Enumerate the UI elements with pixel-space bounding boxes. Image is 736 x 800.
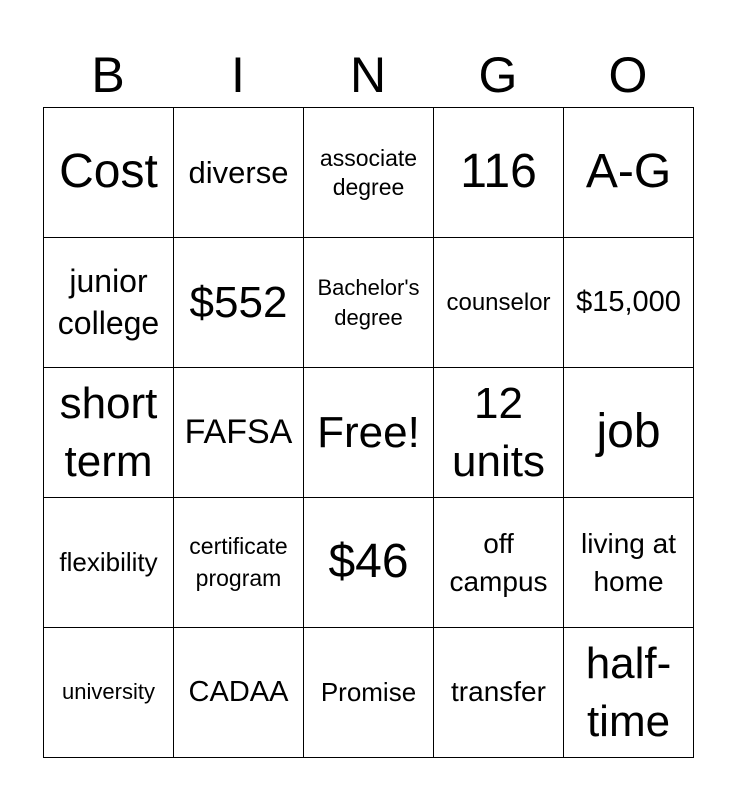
cell-text: Cost (59, 145, 158, 199)
header-letter-i: I (231, 47, 245, 103)
cell-text: $46 (328, 535, 409, 589)
bingo-cell-i5[interactable] (174, 628, 304, 758)
bingo-cell-n5[interactable] (304, 628, 434, 758)
cell-text: half-time (585, 639, 672, 746)
cell-text: diverse (188, 154, 289, 190)
cell-text: living at home (581, 527, 676, 597)
bingo-cell-o3[interactable] (564, 368, 694, 498)
cell-text: $552 (189, 277, 288, 327)
cell-text: transfer (451, 676, 546, 708)
header-letter-o: O (608, 47, 648, 103)
bingo-cell-b3[interactable] (44, 368, 174, 498)
bingo-cell-b1[interactable] (44, 108, 174, 238)
bingo-cell-b5[interactable] (44, 628, 174, 758)
bingo-cell-o4[interactable] (564, 498, 694, 628)
bingo-header (43, 42, 693, 108)
cell-text: flexibility (59, 546, 158, 577)
cell-text: Free! (317, 407, 420, 457)
cell-text: $15,000 (576, 285, 681, 318)
bingo-cell-i4[interactable] (174, 498, 304, 628)
bingo-cell-i1[interactable] (174, 108, 304, 238)
bingo-cell-n3[interactable] (304, 368, 434, 498)
cell-text: short term (59, 379, 158, 486)
cell-text: counselor (446, 288, 551, 316)
header-letter-n: N (349, 47, 387, 103)
cell-text: 12 units (452, 379, 545, 486)
bingo-cell-n4[interactable] (304, 498, 434, 628)
cell-text: off campus (449, 527, 548, 597)
bingo-cell-g3[interactable] (434, 368, 564, 498)
cell-text: junior college (57, 262, 160, 341)
bingo-cell-o1[interactable] (564, 108, 694, 238)
cell-text: university (62, 679, 155, 705)
bingo-cell-g2[interactable] (434, 238, 564, 368)
cell-text: 116 (460, 145, 537, 199)
cell-text: certificate program (189, 533, 288, 591)
cell-text: Bachelor's degree (317, 274, 420, 330)
bingo-card (43, 107, 694, 758)
bingo-cell-i2[interactable] (174, 238, 304, 368)
bingo-cell-o2[interactable] (564, 238, 694, 368)
bingo-cell-g4[interactable] (434, 498, 564, 628)
header-letter-b: B (91, 47, 125, 103)
bingo-cell-i3[interactable] (174, 368, 304, 498)
bingo-cell-n1[interactable] (304, 108, 434, 238)
header-letter-g: G (478, 47, 518, 103)
cell-text: FAFSA (184, 412, 293, 451)
bingo-cell-g1[interactable] (434, 108, 564, 238)
cell-text: associate degree (319, 144, 418, 200)
bingo-cell-b4[interactable] (44, 498, 174, 628)
bingo-cell-g5[interactable] (434, 628, 564, 758)
cell-text: Promise (320, 676, 417, 707)
cell-text: CADAA (188, 675, 289, 708)
cell-text: A-G (585, 145, 672, 199)
bingo-cell-o5[interactable] (564, 628, 694, 758)
cell-text: job (596, 405, 661, 459)
bingo-cell-n2[interactable] (304, 238, 434, 368)
bingo-cell-b2[interactable] (44, 238, 174, 368)
